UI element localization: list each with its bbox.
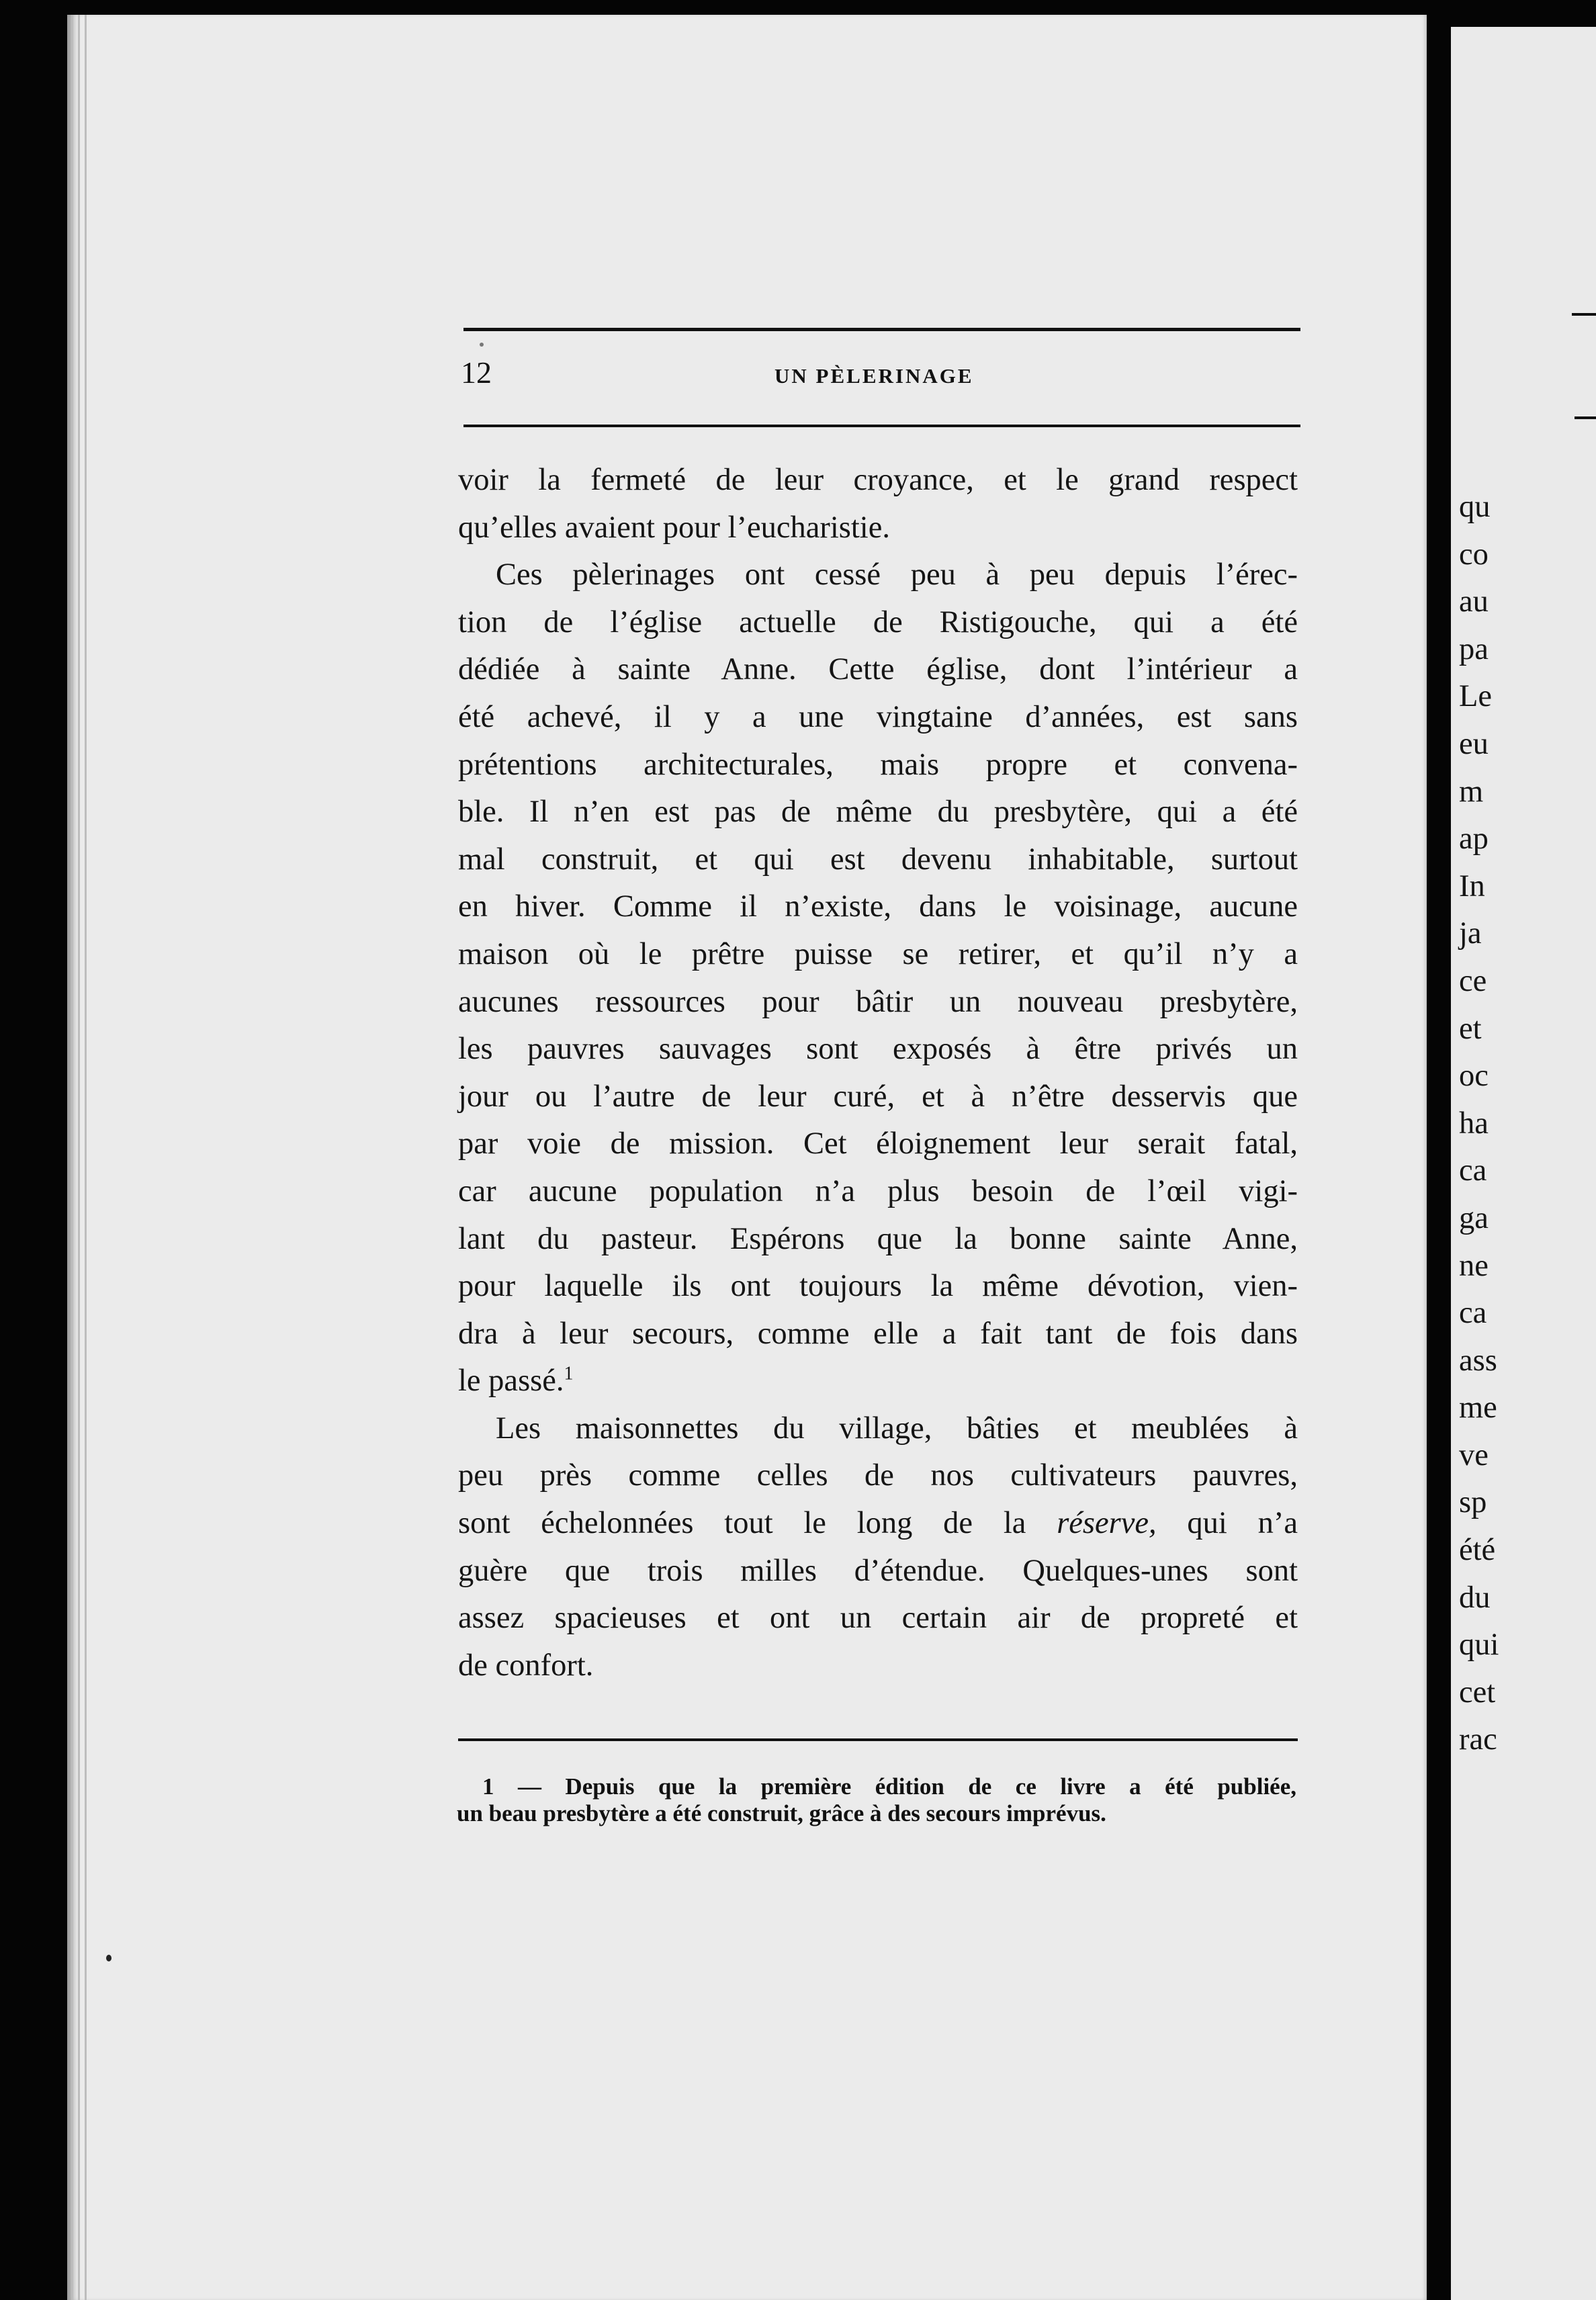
- text-line: tion de l’église actuelle de Ristigouche, qui a été: [458, 605, 1298, 639]
- page-number: 12: [461, 355, 492, 390]
- facing-fragment: ga: [1459, 1200, 1489, 1235]
- text-line: assez spacieuses et ont un certain air de propreté et: [458, 1601, 1298, 1636]
- page-edge: [85, 15, 87, 2300]
- facing-fragment: eu: [1459, 726, 1489, 761]
- text-line: en hiver. Comme il n’existe, dans le voisinage, aucune: [458, 889, 1298, 924]
- facing-fragment: ca: [1459, 1296, 1487, 1331]
- page-edge: [71, 15, 73, 2300]
- text-line: pour laquelle ils ont toujours la même dévotion, vien-: [458, 1269, 1298, 1304]
- text-line: prétentions architecturales, mais propre et convena-: [458, 747, 1298, 782]
- footnote-line: un beau presbytère a été construit, grâce à des secours imprévus.: [457, 1800, 1106, 1826]
- speck: [480, 343, 484, 347]
- header-rule-top: [463, 328, 1300, 331]
- facing-fragment: ca: [1459, 1153, 1487, 1188]
- facing-fragment: pa: [1459, 631, 1489, 666]
- facing-fragment: qui: [1459, 1628, 1499, 1663]
- facing-fragment: m: [1459, 774, 1484, 809]
- text-line: de confort.: [458, 1648, 594, 1683]
- speck: [106, 1955, 112, 1961]
- facing-fragment: Le: [1459, 679, 1493, 714]
- text-line: dédiée à sainte Anne. Cette église, dont l’intérieur a: [458, 652, 1298, 687]
- text-line: peu près comme celles de nos cultivateurs pauvres,: [458, 1458, 1298, 1493]
- text-line: aucunes ressources pour bâtir un nouveau presbytère,: [458, 984, 1298, 1019]
- text-line: jour ou l’autre de leur curé, et à n’être desservis que: [458, 1079, 1298, 1114]
- facing-fragment: qu: [1459, 490, 1491, 524]
- facing-fragment: co: [1459, 537, 1489, 572]
- facing-fragment: ap: [1459, 822, 1489, 856]
- facing-fragment: ve: [1459, 1438, 1489, 1472]
- footnote-line: 1 — Depuis que la première édition de ce livre a été publiée,: [482, 1773, 1296, 1800]
- text-line: [458, 1500, 1298, 1548]
- facing-page-text: [1459, 484, 1499, 1764]
- facing-fragment: au: [1459, 584, 1489, 619]
- footnote: [457, 1773, 1296, 1827]
- facing-fragment: In: [1459, 869, 1485, 903]
- text-line: lant du pasteur. Espérons que la bonne sainte Anne,: [458, 1221, 1298, 1256]
- footnote-marker: 1: [564, 1363, 574, 1384]
- facing-fragment: ass: [1459, 1343, 1497, 1378]
- facing-fragment: été: [1459, 1533, 1496, 1568]
- text-line: Ces pèlerinages ont cessé peu à peu depuis l’érec-: [496, 558, 1298, 592]
- text-line: les pauvres sauvages sont exposés à être privés un: [458, 1032, 1298, 1067]
- page-edge: [78, 15, 80, 2300]
- facing-fragment: me: [1459, 1390, 1497, 1425]
- text-line: [458, 1358, 1298, 1405]
- text-line: voir la fermeté de leur croyance, et le grand respect: [458, 463, 1298, 497]
- italic-word: réserve,: [1057, 1506, 1157, 1541]
- text-line: Les maisonnettes du village, bâties et meublées à: [496, 1411, 1298, 1446]
- text-line: car aucune population n’a plus besoin de l’œil vigi-: [458, 1174, 1298, 1208]
- facing-fragment: sp: [1459, 1485, 1487, 1520]
- text-line: guère que trois milles d’étendue. Quelques-unes sont: [458, 1553, 1298, 1588]
- text-line: par voie de mission. Cet éloignement leur serait fatal,: [458, 1126, 1298, 1161]
- facing-fragment: ha: [1459, 1106, 1489, 1141]
- footnote-rule: [458, 1738, 1298, 1741]
- facing-fragment: rac: [1459, 1722, 1497, 1757]
- facing-rule: [1575, 416, 1596, 419]
- text-line: qu’elles avaient pour l’eucharistie.: [458, 510, 890, 545]
- text-line: dra à leur secours, comme elle a fait tant de fois dans: [458, 1316, 1298, 1351]
- text-line: maison où le prêtre puisse se retirer, et qu’il n’y a: [458, 936, 1298, 971]
- text-line: ble. Il n’en est pas de même du presbytère, qui a été: [458, 795, 1298, 830]
- facing-fragment: ja: [1459, 916, 1482, 951]
- facing-fragment: cet: [1459, 1675, 1496, 1710]
- running-title: UN PÈLERINAGE: [774, 364, 974, 388]
- facing-fragment: ne: [1459, 1248, 1489, 1283]
- facing-fragment: oc: [1459, 1059, 1489, 1094]
- text-fragment: qui n’a: [1156, 1506, 1298, 1541]
- facing-fragment: du: [1459, 1580, 1491, 1615]
- facing-fragment: ce: [1459, 963, 1487, 998]
- text-fragment: sont échelonnées tout le long de la: [458, 1506, 1026, 1541]
- header-rule-bottom: [463, 425, 1300, 427]
- text-line: été achevé, il y a une vingtaine d’années, est sans: [458, 699, 1298, 734]
- facing-fragment: et: [1459, 1011, 1482, 1046]
- facing-rule: [1572, 313, 1596, 316]
- text-fragment: le passé.: [458, 1364, 564, 1399]
- text-line: mal construit, et qui est devenu inhabitable, surtout: [458, 842, 1298, 877]
- body-text: [458, 457, 1298, 1689]
